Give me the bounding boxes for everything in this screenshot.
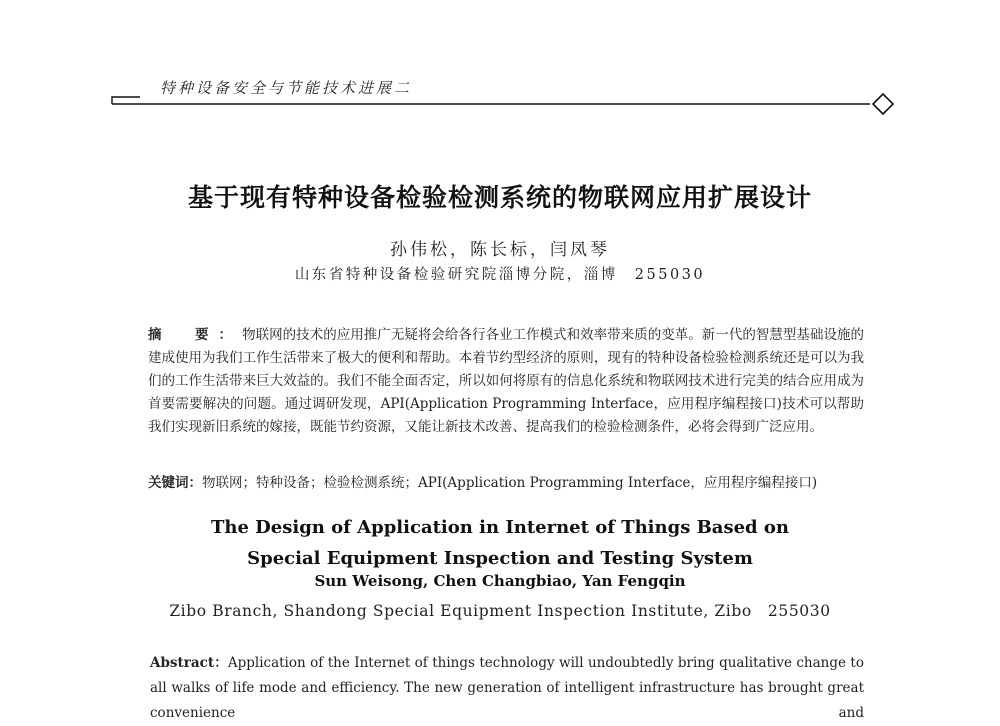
running-head: 特种设备安全与节能技术进展二: [160, 79, 413, 97]
affiliation-cn: 山东省特种设备检验研究院淄博分院，淄博 255030: [294, 267, 706, 283]
paper-title-en-line2: Special Equipment Inspection and Testing System: [247, 548, 753, 569]
paper-title-en: [0, 512, 1000, 574]
keywords-cn-text: 物联网；特种设备；检验检测系统；API(Application Programming Interface，应用程序编程接口): [202, 475, 818, 491]
keywords-cn: [148, 472, 864, 494]
abstract-cn-text: 物联网的技术的应用推广无疑将会给各行各业工作模式和效率带来质的变革。新一代的智慧型基础设施的建成使用为我们工作生活带来了极大的便利和帮助。本着节约型经济的原则，现有的特种设备检验检测系统还是可以为我们的工作生活带来巨大效益的。我们不能全面否定，所以如何将原有的信息化系统和物联网技术进行完美的结合应用成为首要需要解决的问题。通过调研发现，API(Application Programming Interface，应用程序编程接口)技术可以帮助我们实现新旧系统的嫁接，既能节约资源，又能让新技术改善、提高我们的检验检测条件，必将会得到广泛应用。: [148, 327, 865, 435]
paper-title-en-line1: The Design of Application in Internet of Things Based on: [210, 517, 790, 538]
authors-cn: 孙伟松，陈长标，闫凤琴: [390, 240, 610, 260]
abstract-en-text: Application of the Internet of things technology will undoubtedly bring qualitative change to all walks of life mode and efficiency. The new generation of intelligent infrastructure has brought great convenience and: [150, 655, 864, 721]
keywords-cn-label: 关键词：: [148, 475, 202, 491]
abstract-en-label: Abstract：: [150, 655, 228, 671]
abstract-en: [150, 651, 864, 726]
paper-title-cn: 基于现有特种设备检验检测系统的物联网应用扩展设计: [187, 183, 812, 212]
diamond-icon: [873, 94, 893, 114]
affiliation-en: Zibo Branch, Shandong Special Equipment Inspection Institute, Zibo 255030: [169, 602, 831, 620]
abstract-cn-label: 摘 要：: [148, 327, 243, 343]
authors-en: Sun Weisong, Chen Changbiao, Yan Fengqin: [314, 572, 686, 590]
header-rule: [0, 0, 1000, 130]
abstract-cn: [148, 324, 864, 439]
header-rule-line: [112, 97, 140, 104]
